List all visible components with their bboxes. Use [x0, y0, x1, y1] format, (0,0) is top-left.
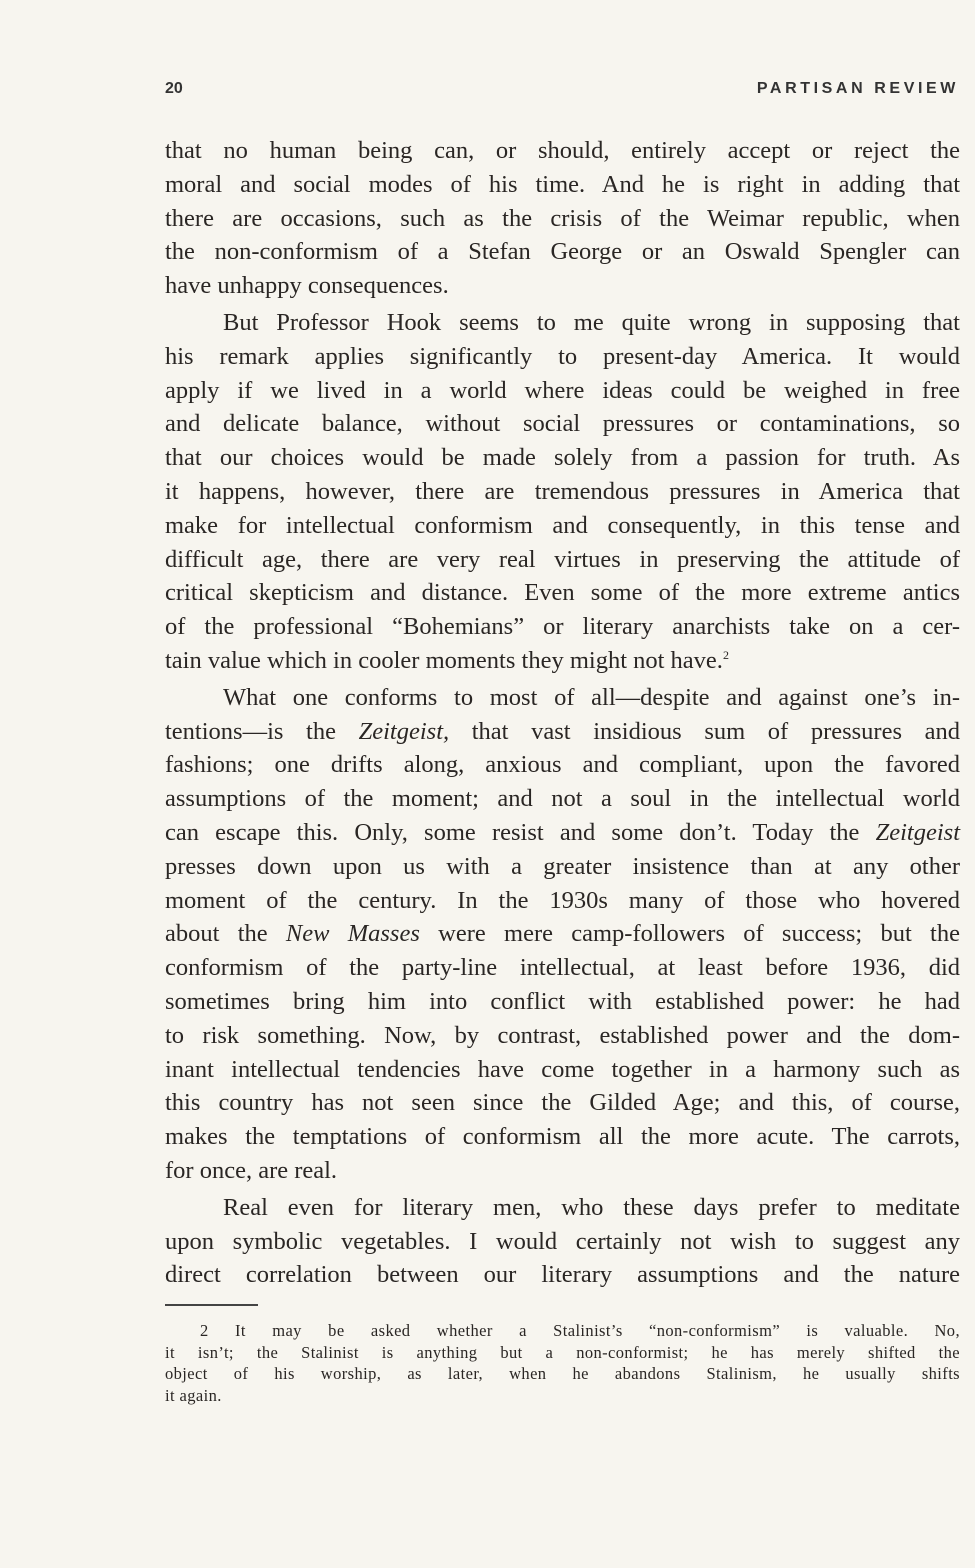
text-segment: and delicate balance, without social pressures or contaminations, so [165, 410, 960, 438]
text-line [165, 269, 960, 303]
text-line [165, 1342, 960, 1364]
text-segment: What one conforms to most of all—despite and against one’s in- [223, 683, 960, 711]
text-segment: makes the temptations of conformism all the more acute. The carrots, [165, 1123, 960, 1151]
text-line [165, 407, 960, 441]
text-line [165, 1363, 960, 1385]
text-segment: it again. [165, 1385, 222, 1405]
text-line [165, 1385, 960, 1407]
text-segment: it isn’t; the Stalinist is anything but a non-conformist; he has merely shifted the [165, 1342, 960, 1362]
paragraph-4 [165, 1191, 960, 1292]
text-line [165, 235, 960, 269]
text-line [165, 715, 960, 749]
text-segment: have unhappy consequences. [165, 272, 449, 300]
text-line [165, 985, 960, 1019]
footnote [165, 1320, 960, 1409]
text-line [165, 1019, 960, 1053]
text-segment: critical skepticism and distance. Even some of the more extreme antics [165, 579, 960, 607]
text-line [165, 1225, 960, 1259]
text-line [165, 374, 960, 408]
text-segment: tain value which in cooler moments they might not have. [165, 646, 723, 674]
text-line [165, 951, 960, 985]
text-segment: apply if we lived in a world where ideas could be weighed in free [165, 376, 960, 404]
text-line [165, 917, 960, 951]
text-segment: about the [165, 920, 286, 948]
running-header: PARTISAN REVIEW [756, 80, 959, 97]
text-line [165, 681, 960, 715]
text-line [165, 884, 960, 918]
text-line [165, 644, 960, 678]
italic-text: Zeitgeist [875, 818, 960, 846]
text-segment: were mere camp-followers of success; but the [419, 920, 960, 948]
text-segment: that no human being can, or should, entirely accept or reject the [165, 137, 960, 164]
text-line [165, 134, 960, 168]
footnote-text [165, 1320, 960, 1406]
footnote-marker: 2 [722, 647, 729, 662]
text-segment: 2 It may be asked whether a Stalinist’s “non-conformism” is valuable. No, [200, 1321, 960, 1340]
text-segment: of the professional “Bohemians” or literary anarchists take on a cer- [165, 613, 960, 641]
footnote-rule [165, 1304, 258, 1306]
text-segment: conformism of the party-line intellectual, at least before 1936, did [165, 954, 960, 982]
article-body [165, 134, 960, 1295]
italic-text: Zeitgeist, [358, 717, 450, 745]
text-segment: assumptions of the moment; and not a soul in the intellectual world [165, 785, 960, 813]
text-segment: that our choices would be made solely from a passion for truth. As [165, 444, 960, 472]
text-line [165, 168, 960, 202]
text-line [165, 1053, 960, 1087]
text-segment: fashions; one drifts along, anxious and compliant, upon the favored [165, 751, 960, 779]
text-segment: tentions—is the [165, 717, 359, 745]
paragraph-2 [165, 306, 960, 678]
text-line [165, 475, 960, 509]
text-line [165, 782, 960, 816]
text-segment: there are occasions, such as the crisis of the Weimar republic, when [165, 204, 960, 232]
text-line [165, 850, 960, 884]
text-segment: upon symbolic vegetables. I would certainly not wish to suggest any [165, 1227, 960, 1255]
text-segment: moment of the century. In the 1930s many of those who hovered [165, 886, 960, 914]
text-line [165, 1154, 960, 1188]
italic-text: New Masses [285, 920, 420, 948]
text-segment: this country has not seen since the Gilded Age; and this, of course, [165, 1089, 960, 1117]
text-line [165, 576, 960, 610]
text-segment: the non-conformism of a Stefan George or an Oswald Spengler can [165, 238, 960, 266]
paragraph-3 [165, 681, 960, 1188]
text-segment: can escape this. Only, some resist and some don’t. Today the [165, 818, 876, 846]
text-segment: object of his worship, as later, when he abandons Stalinism, he usually shifts [165, 1364, 960, 1384]
text-line [165, 610, 960, 644]
text-segment: his remark applies significantly to present-day America. It would [165, 342, 960, 370]
paragraph-1 [165, 134, 960, 303]
text-line [165, 340, 960, 374]
text-line [165, 748, 960, 782]
text-segment: Real even for literary men, who these days prefer to meditate [223, 1193, 960, 1221]
text-segment: it happens, however, there are tremendous pressures in America that [165, 477, 960, 505]
text-segment: to risk something. Now, by contrast, established power and the dom- [165, 1021, 960, 1049]
text-line [165, 543, 960, 577]
text-line [165, 1120, 960, 1154]
text-segment: presses down upon us with a greater insistence than at any other [165, 852, 960, 880]
text-line [165, 1320, 960, 1342]
page-number: 20 [165, 80, 183, 97]
text-line [165, 202, 960, 236]
text-segment: moral and social modes of his time. And he is right in adding that [165, 170, 960, 198]
text-line [165, 441, 960, 475]
text-segment: direct correlation between our literary assumptions and the nature [165, 1261, 960, 1289]
text-line [165, 1086, 960, 1120]
text-segment: inant intellectual tendencies have come together in a harmony such as [165, 1055, 960, 1083]
text-line [165, 816, 960, 850]
text-line [165, 306, 960, 340]
text-segment: But Professor Hook seems to me quite wrong in supposing that [223, 308, 960, 336]
text-line [165, 1258, 960, 1292]
text-segment: make for intellectual conformism and consequently, in this tense and [165, 511, 960, 539]
text-line [165, 509, 960, 543]
text-segment: difficult age, there are very real virtues in preserving the attitude of [165, 545, 960, 573]
text-line [165, 1191, 960, 1225]
text-segment: for once, are real. [165, 1156, 338, 1184]
text-segment: sometimes bring him into conflict with established power: he had [165, 987, 960, 1015]
text-segment: that vast insidious sum of pressures and [449, 717, 960, 745]
